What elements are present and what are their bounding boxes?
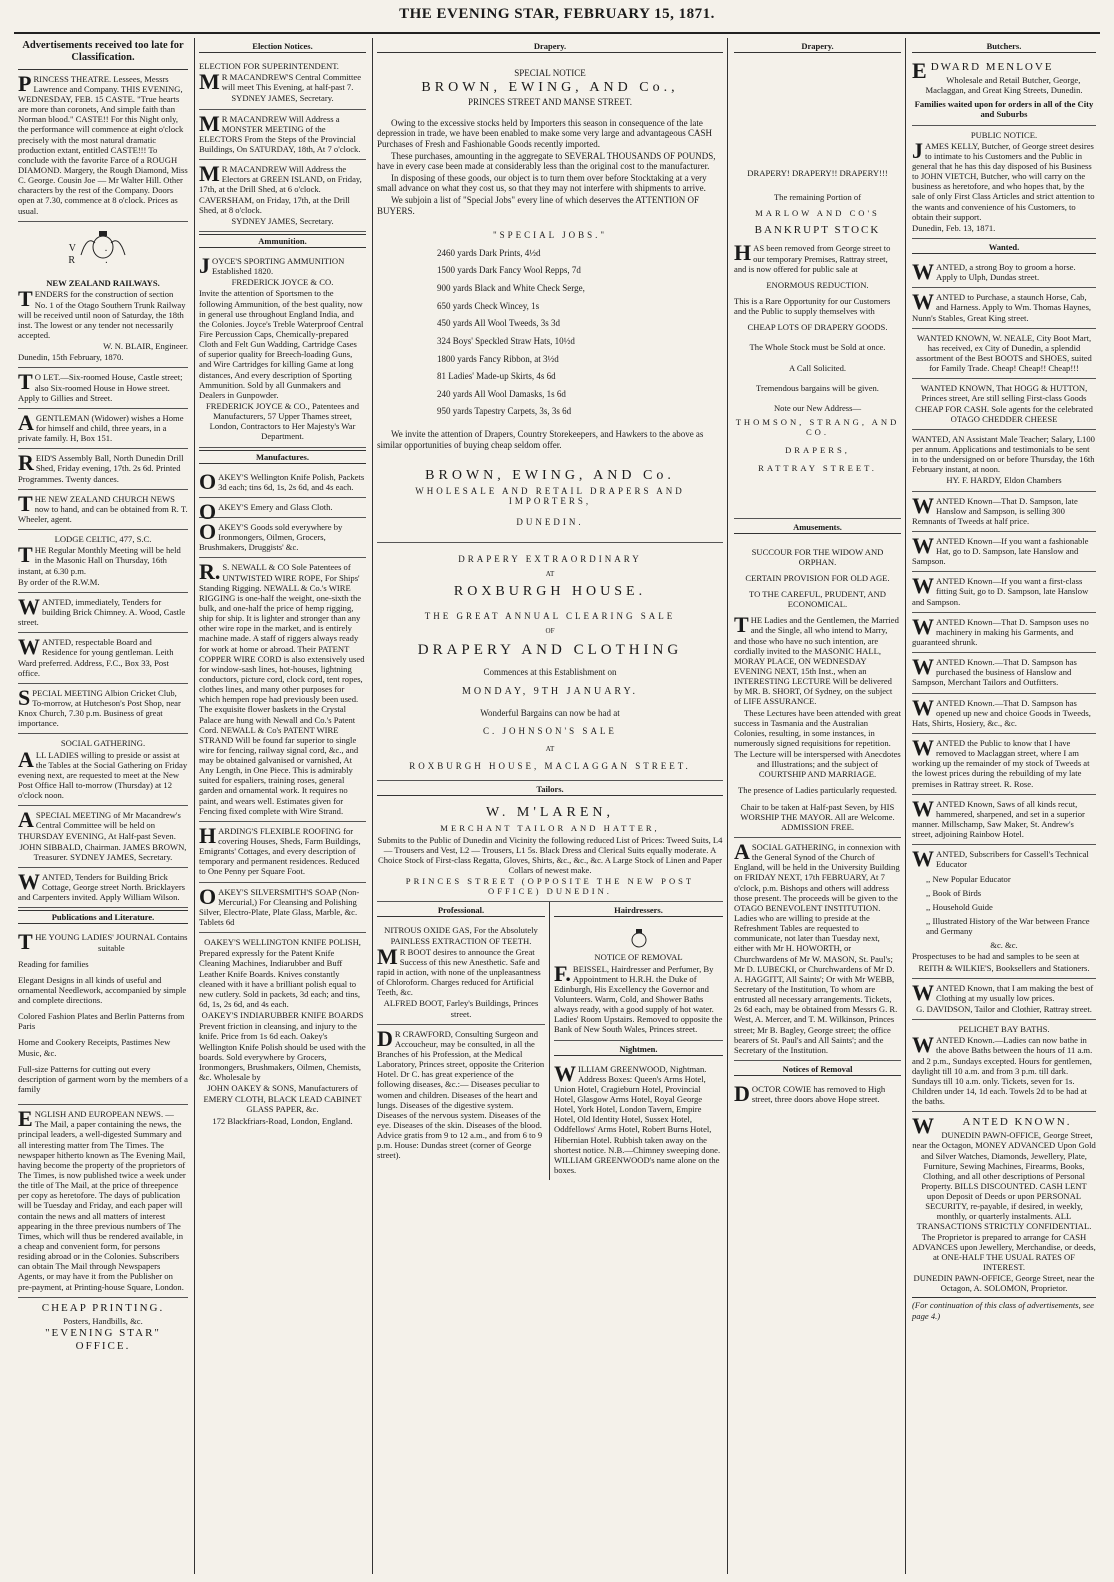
- menlove-ad: EDWARD MENLOVE Wholesale and Retail Butcher, George, Maclaggan, and Great King Streets, Dunedin. Families waited upon for orders in all of the City and Suburbs: [912, 57, 1096, 126]
- english-news-ad: ENGLISH AND EUROPEAN NEWS. — The Mail, a paper containing the news, the principal leaders, a well-digested Summary and all interesting matter from The Times. The newspaper hitherto known as The Evening Mail, having become the property of the proprietors of The Times, is now published twice a week under the title of The Mail, at the price of threepence per copy as heretofore. The days of publication will be Tuesday and Friday, and each paper will contain the news and all matters of interest appearing in the three previous numbers of The Times, which will thus be rendered available, in a cheap and convenient form, for persons residing abroad or in the Colonies. Subscribers can obtain The Mail through Newspapers Agents, or may have it from the Publisher on pre-payment, at Printing-house Square, London.: [18, 1105, 188, 1298]
- hogg-hutton-ad: WANTED KNOWN, That HOGG & HUTTON, Princes street, Are still selling First-class Goods CHEAP FOR CASH. Sole agents for the celebrated OTAGO CHEDDER CHEESE: [912, 379, 1096, 430]
- column-2: [194, 38, 370, 1574]
- publications-header: Publications and Literature.: [18, 910, 188, 924]
- social-gathering-ad: SOCIAL GATHERING. ALL LADIES willing to preside or assist at the Tables at the Social Gathering on Friday evening next, are requested to meet at the New Post Office Hall to-morrow (Thursday) at 12 o'clock noon.: [18, 734, 188, 806]
- list-item: 324 Boys' Speckled Straw Hats, 10½d: [437, 335, 575, 346]
- wanted-boy-ad: WANTED, a strong Boy to groom a horse. Apply to Ulph, Dundas street.: [912, 258, 1096, 288]
- tailors-header: Tailors.: [377, 783, 723, 796]
- list-item: 1500 yards Dark Fancy Wool Repps, 7d: [437, 265, 581, 276]
- list-item: 950 yards Tapestry Carpets, 3s, 3s 6d: [437, 406, 572, 417]
- cassells-ad: WANTED, Subscribers for Cassell's Technical Educator ,, New Popular Educator ,, Book of Birds ,, Household Guide ,, Illustrated History of the War between France and Germany &c. &c. Prospectuses to be had and samples to be seen at REITH & WILKIE'S, Booksellers and Stationers.: [912, 845, 1096, 978]
- neale-boots-ad: WANTED KNOWN, W. NEALE, City Boot Mart, has received, ex City of Dunedin, a splendid assortment of the Best BOOTS and SHOES, suited for Family Trade. Cheap! Cheap!! Cheap!!!: [912, 329, 1096, 380]
- column-4: [730, 38, 906, 1574]
- wanted-teacher-ad: WANTED, AN Assistant Male Teacher; Salary, L100 per annum. Applications and testimonials to be sent in to the undersigned on or before Thursday, the 16th February instant, at noon. HY. F. HARDY, Eldon Chambers: [912, 430, 1096, 492]
- manufactures-header: Manufactures.: [199, 450, 366, 464]
- wanted-header: Wanted.: [912, 241, 1096, 254]
- pelichet-baths-ad: PELICHET BAY BATHS. WANTED Known.—Ladies can now bathe in the above Baths between the hours of 11 a.m. and 2 p.m., Sundays excepted. Hours for gentlemen, daylight till 10 a.m. and from 3 p.m. till dark. Sundays till 10 a.m. only. Tickets, seven for 1s. Children under 14, 1d each. Towels 2d to be had at the baths.: [912, 1020, 1096, 1112]
- greenwood-ad: WILLIAM GREENWOOD, Nightman. Address Boxes: Queen's Arms Hotel, Union Hotel, Cragieburn Hotel, Provincial Hotel, Glasgow Arms Hotel, Royal George Hotel, York Hotel, London Tavern, Empire Hotel, Old Identity Hotel, Sussex Hotel, Oddfellows' Arms Hotel, Robert Burns Hotel, Hibernian Hotel. Rubbish taken away on the shortest notice. N.B.—Chimney sweeping done. WILLIAM GREENWOOD's name alone on the boxes.: [554, 1060, 721, 1175]
- monster-meeting-ad: MR MACANDREW Will Address a MONSTER MEETING of the ELECTORS From the Steps of the Provincial Buildings, On SATURDAY, 18th, At 7 o'clock.: [199, 110, 366, 161]
- mlaren-ad: W. M'LAREN, MERCHANT TAILOR AND HATTER, Submits to the Public of Dunedin and Vicinity the following reduced List of Prices: Tweed Suits, L4 — Trousers and Vest, L2 — Trousers, L1 5s. Black Dress and Clerical Suits equally moderate. A Choice Stock of First-class Regatta, Gloves, Shirts, &c., &c., &c. A Large Stock of Linen and Paper Collars of newest make. PRINCES STREET (OPPOSITE THE NEW POST OFFICE) DUNEDIN.: [377, 800, 723, 903]
- harding-roofing-ad: HARDING'S FLEXIBLE ROOFING for covering Houses, Sheds, Farm Buildings, Emigrants' Cottages, and every description of temporary and permanent residences. Reduced to One Penny per Square Foot.: [199, 822, 366, 883]
- church-news-ad: THE NEW ZEALAND CHURCH NEWS now to hand, and can be obtained from R. T. Wheeler, agent.: [18, 490, 188, 530]
- column-1: [14, 38, 192, 1574]
- ammunition-header: Ammunition.: [199, 234, 366, 248]
- millschamp-saws-ad: WANTED Known, Saws of all kinds recut, hammered, sharpened, and set in a superior manner. Millschamp, Saw Maker, St. Andrew's street, adjoining Rainbow Hotel.: [912, 795, 1096, 846]
- list-item: 81 Ladies' Made-up Skirts, 4s 6d: [437, 371, 556, 382]
- election-header: Election Notices.: [199, 40, 366, 53]
- brown-ewing-special-ad: SPECIAL NOTICE BROWN, EWING, AND Co., PRINCES STREET AND MANSE STREET. Owing to the excessive stocks held by Importers this season in consequence of the late depression in trade, we have been enabled to make some very large and advantageous CASH Purchases of Fresh and Fashionable Goods recently imported. These purchases, amounting in the aggregate to SEVERAL THOUSANDS OF POUNDS, have in every case been made at considerably less than the original cost to the manufacturer. In disposing of these goods, our object is to turn them over before Stocktaking at a very small advance on what they cost us, so that they may not interfere with shipments to arrive. We subjoin a list of "Special Jobs" every line of which deserves the ATTENTION OF BUYERS. "SPECIAL JOBS." 2460 yards Dark Prints, 4½d 1500 yards Dark Fancy Wool Repps, 7d 900 yards Black and White Check Serge, 650 yards Check Wincey, 1s 450 yards All Wool Tweeds, 3s 3d 324 Boys' Speckled Straw Hats, 10½d 1800 yards Fancy Ribbon, at 3½d 81 Ladies' Made-up Skirts, 4s 6d 240 yards All Wool Damasks, 1s 6d 950 yards Tapestry Carpets, 3s, 3s 6d We invite the attention of Drapers, Country Storekeepers, and Hawkers to the above as similar opportunities of buying cheap seldom offer. BROWN, EWING, AND Co. WHOLESALE AND RETAIL DRAPERS AND IMPORTERS, DUNEDIN.: [377, 57, 723, 542]
- nitrous-oxide-ad: NITROUS OXIDE GAS, For the Absolutely PAINLESS EXTRACTION OF TEETH. MR BOOT desires to announce the Great Success of this new Anesthetic. Safe and rapid in action, with none of the unpleasantness of Chloroform. Charges reduced for Artificial Teeth, &c. ALFRED BOOT, Farley's Buildings, Princes street.: [377, 921, 545, 1024]
- lodge-celtic-ad: LODGE CELTIC, 477, S.C. THE Regular Monthly Meeting will be held in the Masonic Hall on Thursday, 16th instant, at 6.30 p.m. By order of the R.W.M.: [18, 530, 188, 593]
- wanted-board-ad: WANTED, respectable Board and Residence for young gentleman. Leith Ward preferred. Address, F.C., Box 33, Post office.: [18, 633, 188, 684]
- synod-social-ad: ASOCIAL GATHERING, in connexion with the General Synod of the Church of England, will be held in the University Building on FRIDAY NEXT, 17th FEBRUARY, At 7 o'clock, p.m. Bishops and others will address those present. The proceeds will be given to the OTAGO BENEVOLENT INSTITUTION. Ladies who are willing to preside at the Refreshment Tables are requested to communicate, not later than Tuesday next, either with Mr H. HOWORTH, or Churchwardens of Mr W. MASON, St. Paul's; Mr D. LUBECKI, or Churchwardens of Mr D. A. HAGGITT, All Saints'; Or with Mr WEBB, Secretary of the Institution, To whom are entrusted all necessary arrangements. Tickets, 2s 6d each, may be obtained from Messrs G. R. West, A. Mercer, and T. M. Wilkinson, Princes street; Mr B. Bagley, George street; the office bearers of St. Paul's and All Saints'; and the Secretary of the Institution.: [734, 838, 901, 1061]
- professional-header: Professional.: [377, 904, 545, 917]
- rose-tweeds-ad: WANTED the Public to know that I have removed to Maclaggan street, where I am working up the remainder of my stock of Tweeds at the lowest prices during the rebuilding of my late premises in Rattray street. R. Rose.: [912, 734, 1096, 795]
- royal-crest-icon: [619, 928, 659, 948]
- election-ad: ELECTION FOR SUPERINTENDENT. MR MACANDREW'S Central Committee will meet This Evening, at half-past 7. SYDNEY JAMES, Secretary.: [199, 57, 366, 110]
- list-item: 450 yards All Wool Tweeds, 3s 3d: [437, 318, 561, 329]
- reids-ball-ad: REID'S Assembly Ball, North Dunedin Drill Shed, Friday evening, 17th. 2s 6d. Printed Programmes. Twenty dances.: [18, 449, 188, 489]
- amusements-header: Amusements.: [734, 521, 901, 534]
- james-kelly-ad: PUBLIC NOTICE. JAMES KELLY, Butcher, of George street desires to intimate to his Customers and the Public in general that he has this day disposed of his Business to JOHN VIETCH, Butcher, who will carry on the business as heretofore, and who hopes that, by the sale of only First Class Articles and strict attention to the wants and convenience of his Customers, to obtain their support. Dunedin, Feb. 13, 1871.: [912, 126, 1096, 239]
- cricket-club-ad: SPECIAL MEETING Albion Cricket Club, To-morrow, at Hutcheson's Post Shop, near Knox Church, 7.30 p.m. Business of great importance.: [18, 684, 188, 735]
- list-item: 240 yards All Wool Damasks, 1s 6d: [437, 388, 566, 399]
- sampson-remnants-ad: WANTED Known—That D. Sampson, late Hanslow and Sampson, is selling 300 Remnants of Tweeds at half price.: [912, 492, 1096, 532]
- newall-wire-ad: R.S. NEWALL & CO Sole Patentees of UNTWISTED WIRE ROPE, For Ships' Standing Rigging. NEWALL & Co.'s WIRE RIGGING is one-half the weight, one-sixth the bulk, and one-half the price of hemp rigging, ship for ship. It is lighter and stronger than any other wire rope in the market, and is entirely machine made. A staff of riggers always ready for work at home or abroad. Their PATENT COPPER WIRE CORD is also extensively used for window-sash lines, hot-houses, lightning conductors, picture cord, clock cord, tent ropes, clothes lines, and many other purposes for which hempen rope had previously been used. The exquisite flower baskets in the Crystal Palace are hung with Newall and Co.'s Patent Cord. NEWALL & Co's PATENT WIRE STRAND Will be found far superior to single wire for fencing, railway signal cord, &c., and may be obtained galvanised or varnished, At Any Length, in One Piece. This is admirably suited for espaliers, training roses, general garden and ornamental work. It requires no paint, and wears well. Estimates given for Fencing fixed complete with Wire Strand.: [199, 558, 366, 822]
- oakey-wellington-ad: OAKEY'S WELLINGTON KNIFE POLISH, Prepared expressly for the Patent Knife Cleaning Machines, Indiarubber and Buff Leather Knife Boards. Knives constantly cleaned with it have a brilliant polish equal to new cutlery. Sold in packets, 3d each; and tins, 6d, 1s, 2s 6d, and 4s each. OAKEY'S INDIARUBBER KNIFE BOARDS Prevent friction in cleansing, and injury to the knife. Price from 1s 6d each. Oakey's Wellington Knife Polish should be used with the boards. Sold everywhere by Grocers, Ironmongers, Brushmakers, Oilmen, Chemists, &c. Wholesale by JOHN OAKEY & SONS, Manufacturers of EMERY CLOTH, BLACK LEAD CABINET GLASS PAPER, &c. 172 Blackfriars-Road, London, England.: [199, 937, 366, 1126]
- hairdressers-header: Hairdressers.: [554, 904, 723, 917]
- gentleman-ad: AGENTLEMAN (Widower) wishes a Home for himself and child, three years, in a private family. H, Box 151.: [18, 409, 188, 449]
- column-5: [908, 38, 1100, 1574]
- list-item: 650 yards Check Wincey, 1s: [437, 300, 540, 311]
- life-assurance-lecture-ad: SUCCOUR FOR THE WIDOW AND ORPHAN. CERTAIN PROVISION FOR OLD AGE. TO THE CAREFUL, PRUDENT, AND ECONOMICAL. THE Ladies and the Gentlemen, the Married and the Single, all who intend to Marry, and those who have no such intention, are cordially invited to the MASONIC HALL, MORAY PLACE, ON WEDNESDAY EVENING NEXT, 15th Inst., when an INTERESTING LECTURE Will be delivered by MR. B. SHORT, Of Sydney, on the subject of LIFE ASSURANCE. These Lectures have been attended with great success in Tasmania and the Australian Colonies, resulting, in some instances, in numerously signed requisitions for repetition. The Lecture will be interspersed with Anecdotes and Illustrations; and the subject of COURTSHIP AND MARRIAGE. The presence of Ladies particularly requested. Chair to be taken at Half-past Seven, by HIS WORSHIP THE MAYOR. All are Welcome. ADMISSION FREE.: [734, 538, 901, 839]
- pawn-office-ad: WANTED KNOWN. DUNEDIN PAWN-OFFICE, George Street, near the Octagon, MONEY ADVANCED Upon Gold and Silver Watches, Diamonds, Jewellery, Plate, Furniture, Sewing Machines, Firearms, Books, Clothing, and all other descriptions of Personal Property. BILLS DISCOUNTED. CASH LENT upon Deposit of Deeds or upon PERSONAL SECURITY, re-payable, if desired, in weekly, monthly, or quarterly instalments. ALL TRANSACTIONS STRICTLY CONFIDENTIAL. The Proprietor is prepared to arrange for CASH ADVANCES upon Jewellery, Merchandise, or deeds, at ONE-HALF THE USUAL RATES OF INTEREST. DUNEDIN PAWN-OFFICE, George Street, near the Octagon, A. SOLOMON, Proprietor. (For continuation of this class of advertisements, see page 4.): [912, 1113, 1096, 1321]
- masthead: THE EVENING STAR, FEBRUARY 15, 1871.: [399, 6, 715, 22]
- railways-ad: V. R. NEW ZEALAND RAILWAYS. TENDERS for the construction of section No. 1 of the Otago Southern Trunk Railway will be received until noon of Saturday, the 18th inst. The lowest or any tender not necessarily accepted. W. N. BLAIR, Engineer. Dunedin, 15th February, 1870.: [18, 222, 188, 369]
- butchers-header: Butchers.: [912, 40, 1096, 53]
- sampson-suit-ad: WANTED Known—If you want a first-class fitting Suit, go to D. Sampson, late Hanslow and Sampson.: [912, 572, 1096, 612]
- beissel-ad: NOTICE OF REMOVAL F.BEISSEL, Hairdresser and Perfumer, By Appointment to H.R.H. the Duke of Edinburgh, His Excellency the Governor and Volunteers. Warm, Cold, and Shower Baths always ready, with a good supply of hot water. Ladies' Room Upstairs. Removed to opposite the Bank of New South Wales, Princes street.: [554, 921, 723, 1040]
- ladies-journal-ad: THE YOUNG LADIES' JOURNAL Contains suitable Reading for families Elegant Designs in all kinds of useful and ornamental Needlework, accompanied by simple and complete directions. Colored Fashion Plates and Berlin Patterns from Paris Home and Cookery Receipts, Pastimes New Music, &c. Full-size Patterns for cutting out every description of garment worn by the members of a family: [18, 928, 188, 1105]
- list-item: 1800 yards Fancy Ribbon, at 3½d: [437, 353, 559, 364]
- late-ads-heading: Advertisements received too late for Classification.: [18, 38, 188, 70]
- wanted-cottage-ad: WANTED, Tenders for Building Brick Cottage, George street North. Bricklayers and Carpenters invited. Apply William Wilson.: [18, 868, 188, 908]
- list-item: 2460 yards Dark Prints, 4½d: [437, 247, 541, 258]
- davidson-ad: WANTED Known, that I am making the best of Clothing at my usually low prices. G. DAVIDSON, Tailor and Clothier, Rattray street.: [912, 979, 1096, 1020]
- oakey-polish-ad: OAKEY'S Wellington Knife Polish, Packets 3d each; tins 6d, 1s, 2s 6d, and 4s each.: [199, 468, 366, 498]
- cheap-printing-ad: CHEAP PRINTING. Posters, Handbills, &c. "EVENING STAR" OFFICE.: [41, 1301, 165, 1352]
- masthead-rule: [14, 32, 1100, 34]
- oakey-soap-ad: OAKEY'S SILVERSMITH'S SOAP (Non-Mercurial,) For Cleansing and Polishing Silver, Electro-Plate, Plate Glass, Marble, &c. Tablets 6d: [199, 883, 366, 934]
- drapery-header: Drapery.: [377, 40, 723, 53]
- wanted-chimney-ad: WANTED, immediately, Tenders for building Brick Chimney. A. Wood, Castle street.: [18, 593, 188, 633]
- wanted-horse-ad: WANTED to Purchase, a staunch Horse, Cab, and Harness. Apply to Wm. Thomas Haynes, Nunn's Stables, Great King street.: [912, 288, 1096, 328]
- sampson-goods-ad: WANTED Known.—That D. Sampson has opened up new and choice Goods in Tweeds, Hats, Shirts, Hosiery, &c., &c.: [912, 694, 1096, 734]
- column-3: [372, 38, 728, 1574]
- princess-theatre-ad: PRINCESS THEATRE. Lessees, Messrs Lawrence and Company. THIS EVENING, WEDNESDAY, FEB. 15 CASTE. "True hearts are more than coronets, And simple faith than Norman blood." CASTE!! For this Night only, the performance will commence at eight o'clock precisely with the most natural dramatic production extant, entitled CASTE!!! To conclude with the favorite Farce of a ROUGH DIAMOND. Margery, the Rough Diamond, Miss C. George. Cousin Joe — Mr Walter Hill. Other characters by the rest of the Company. Doors open at 7.30, commence at 8 o'clock. Prices as usual.: [18, 70, 188, 222]
- green-island-ad: MR MACANDREW Will Address the Electors at GREEN ISLAND, on Friday, 17th, at the Drill Shed, at 6 o'clock. CAVERSHAM, on Friday, 17th, at the Drill Shed, at 8 o'clock. SYDNEY JAMES, Secretary.: [199, 160, 366, 232]
- list-item: 900 yards Black and White Check Serge,: [437, 283, 585, 294]
- macandrew-committee-ad: ASPECIAL MEETING of Mr Macandrew's Central Committee will be held on THURSDAY EVENING, At Half-past Seven. JOHN SIBBALD, Chairman. JAMES BROWN, Treasurer. SYDNEY JAMES, Secretary.: [18, 806, 188, 868]
- sampson-business-ad: WANTED Known.—That D. Sampson has purchased the business of Hanslow and Sampson, Merchant Tailors and Outfitters.: [912, 653, 1096, 693]
- sampson-hat-ad: WANTED Known—If you want a fashionable Hat, go to D. Sampson, late Hanslow and Sampson.: [912, 532, 1096, 572]
- to-let-ad: TO LET.—Six-roomed House, Castle street; also Six-roomed House in Howe street. Apply to Gillies and Street.: [18, 368, 188, 408]
- dr-crawford-ad: DR CRAWFORD, Consulting Surgeon and Accoucheur, may be consulted, in all the Branches of his Profession, at the Medical Laboratory, Princes street, opposite the Criterion Hotel. Dr C. has great experience of the following diseases, &c.:— Diseases peculiar to women and children. Diseases of the heart and lungs. Diseases of the digestive system. Diseases of the nervous system. Diseases of the eye. Diseases of the skin. Diseases of the blood. Advice gratis from 9 to 12 a.m., and from 6 to 9 p.m. House: Dundas street (corner of George street).: [377, 1025, 545, 1161]
- nightmen-header: Nightmen.: [554, 1043, 723, 1056]
- special-jobs-list: [377, 248, 723, 417]
- oakey-emery-ad: OAKEY'S Emery and Glass Cloth.: [199, 498, 366, 518]
- drapery-header-2: Drapery.: [734, 40, 901, 53]
- roxburgh-house-ad: DRAPERY EXTRAORDINARY AT ROXBURGH HOUSE. THE GREAT ANNUAL CLEARING SALE OF DRAPERY AND CLOTHING Commences at this Establishment on MONDAY, 9TH JANUARY. Wonderful Bargains can now be had at C. JOHNSON'S SALE AT ROXBURGH HOUSE, MACLAGGAN STREET.: [377, 543, 723, 781]
- sampson-machinery-ad: WANTED Known—That D. Sampson uses no machinery in making his Garments, and guaranteed shrunk.: [912, 613, 1096, 653]
- marlow-bankrupt-ad: DRAPERY! DRAPERY!! DRAPERY!!! The remaining Portion of MARLOW AND CO'S BANKRUPT STOCK HAS been removed from George street to our temporary Premises, Rattray street, and is now offered for public sale at ENORMOUS REDUCTION. This is a Rare Opportunity for our Customers and the Public to supply themselves with CHEAP LOTS OF DRAPERY GOODS. The Whole Stock must be Sold at once. A Call Solicited. Tremendous bargains will be given. Note our New Address— THOMSON, STRANG, AND CO. DRAPERS, RATTRAY STREET.: [734, 57, 901, 519]
- oakey-goods-ad: OAKEY'S Goods sold everywhere by Ironmongers, Oilmen, Grocers, Brushmakers, Druggists' &c.: [199, 518, 366, 558]
- joyce-ammunition-ad: JOYCE'S SPORTING AMMUNITION Established 1820. FREDERICK JOYCE & CO. Invite the attention of Sportsmen to the following Ammunition, of the best quality, now in general use throughout England India, and the Colonies. Joyce's Treble Waterproof Central Fire Percussion Caps, Chemically-prepared Cloth and Felt Gun Wadding, Cartridge Cases of superior quality for Breech-loading Guns, and Wire Cartridges for killing Game at long distances, And every description of Sporting Ammunition. Sold by all Gunmakers and Dealers in Gunpowder. FREDERICK JOYCE & CO., Patentees and Manufacturers, 57 Upper Thames street, London, Contractors to Her Majesty's War Department.: [199, 252, 366, 448]
- doctor-cowie-ad: DOCTOR COWIE has removed to High street, three doors above Hope street.: [734, 1081, 886, 1107]
- removal-header: Notices of Removal: [734, 1063, 901, 1076]
